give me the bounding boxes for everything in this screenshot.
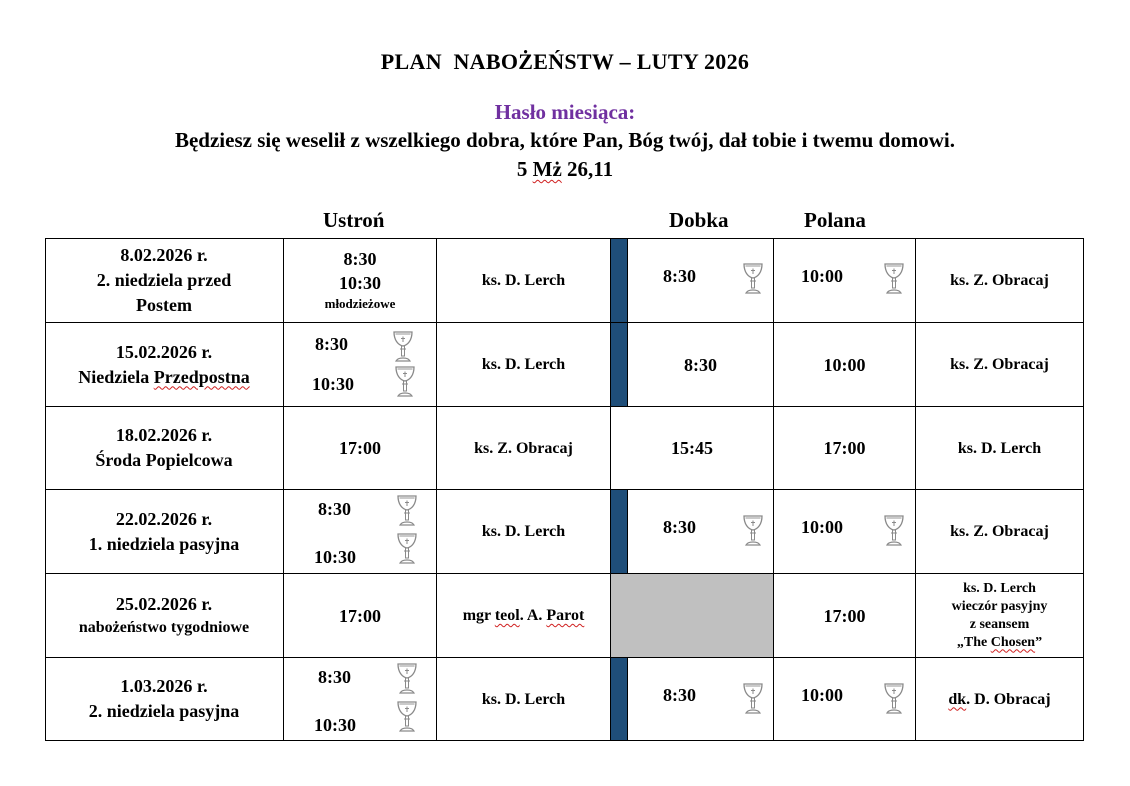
row-name: 2. niedziela przed Postem — [96, 269, 232, 315]
chalice-icon — [394, 365, 416, 399]
ustron-time-1: 8:30 — [315, 334, 348, 354]
ustron-person: ks. D. Lerch — [481, 356, 566, 373]
table-row-date — [45, 658, 284, 741]
polana-time-cell — [774, 238, 916, 323]
row-date: 25.02.2026 r. — [115, 594, 213, 614]
ustron-person: ks. D. Lerch — [481, 523, 566, 540]
chalice-icon — [396, 494, 418, 528]
dobka-time-cell — [628, 323, 774, 407]
polana-time-cell — [774, 323, 916, 407]
polana-person: ks. Z. Obracaj — [950, 523, 1049, 540]
note-line-1: ks. D. Lerch — [963, 580, 1036, 596]
polana-time: 17:00 — [823, 438, 866, 458]
motto-text: Będziesz się weselił z wszelkiego dobra, które Pan, Bóg twój, dał tobie i twemu domowi. — [174, 128, 956, 152]
polana-person: ks. Z. Obracaj — [950, 356, 1049, 373]
film-pre: „The — [956, 634, 991, 650]
ref-post: 26,11 — [561, 157, 614, 181]
dobka-time: 8:30 — [663, 517, 696, 537]
ustron-note: młodzieżowe — [324, 296, 396, 311]
row-name: nabożeństwo tygodniowe — [78, 619, 250, 636]
column-divider — [611, 490, 628, 574]
polana-time: 10:00 — [801, 685, 843, 705]
ustron-times-cell — [284, 490, 437, 574]
polana-time: 10:00 — [823, 354, 866, 375]
polana-time: 10:00 — [801, 517, 843, 537]
column-divider — [611, 238, 628, 323]
film-word: Chosen — [990, 634, 1036, 650]
ustron-time-2: 10:30 — [314, 715, 356, 735]
table-row-date — [45, 407, 284, 490]
row-date: 22.02.2026 r. — [115, 508, 213, 529]
ustron-person: ks. D. Lerch — [481, 271, 566, 289]
chalice-icon — [883, 514, 905, 548]
dobka-time: 8:30 — [663, 685, 696, 705]
chalice-icon — [883, 262, 905, 296]
header-dobka: Dobka — [669, 208, 729, 232]
ustron-times-cell — [284, 658, 437, 741]
header-polana: Polana — [804, 208, 866, 232]
schedule-table — [45, 238, 1084, 741]
ustron-time-2: 10:30 — [339, 273, 381, 293]
ustron-times-cell — [284, 323, 437, 407]
row-date: 18.02.2026 r. — [115, 425, 213, 445]
chalice-icon — [742, 682, 764, 716]
person-surname: Parot — [546, 607, 585, 624]
table-row-date — [45, 490, 284, 574]
chalice-icon — [396, 532, 418, 566]
dobka-time: 8:30 — [684, 354, 717, 375]
ustron-times-cell — [284, 574, 437, 658]
dobka-time: 15:45 — [671, 438, 713, 458]
person-pre: mgr — [462, 607, 495, 624]
polana-time-cell — [774, 490, 916, 574]
chalice-icon — [396, 700, 418, 734]
person-title: teol — [494, 607, 520, 624]
chalice-icon — [883, 682, 905, 716]
person-mid: . A. — [519, 607, 547, 624]
ustron-person-cell — [437, 490, 611, 574]
polana-person: ks. D. Lerch — [957, 439, 1042, 457]
ustron-person-cell — [437, 658, 611, 741]
dobka-time-cell — [628, 238, 774, 323]
person-rest: . D. Obracaj — [966, 690, 1051, 708]
row-date: 8.02.2026 r. — [120, 244, 208, 265]
film-post: ” — [1035, 634, 1043, 650]
row-name: 1. niedziela pasyjna — [88, 533, 240, 554]
ustron-person-cell — [437, 323, 611, 407]
polana-person: ks. Z. Obracaj — [950, 271, 1049, 289]
row-name: Środa Popielcowa — [95, 450, 233, 470]
ustron-person-cell — [437, 238, 611, 323]
ustron-person: ks. D. Lerch — [481, 690, 566, 708]
ustron-person — [463, 606, 585, 625]
note-line-3: z seansem — [969, 616, 1030, 632]
ref-pre: 5 — [516, 157, 533, 181]
motto-reference — [0, 157, 1130, 182]
page-title: PLAN NABOŻEŃSTW – LUTY 2026 — [380, 49, 750, 74]
ustron-time-1: 8:30 — [343, 249, 377, 269]
ustron-times-cell — [284, 407, 437, 490]
dobka-time-cell — [611, 407, 774, 490]
polana-person-cell — [916, 238, 1084, 323]
ustron-time-2: 10:30 — [314, 547, 356, 567]
chalice-icon — [396, 662, 418, 696]
polana-person-cell — [916, 490, 1084, 574]
ustron-time-1: 8:30 — [318, 499, 351, 519]
table-row-date — [45, 574, 284, 658]
person-title: dk — [948, 690, 967, 708]
polana-time-cell — [774, 407, 916, 490]
dobka-empty-cell — [611, 574, 774, 658]
chalice-icon — [742, 262, 764, 296]
polana-person — [948, 690, 1050, 709]
polana-person-cell — [916, 407, 1084, 490]
ustron-person-cell — [437, 407, 611, 490]
dobka-time-cell — [628, 658, 774, 741]
polana-time-cell — [774, 658, 916, 741]
ustron-time: 17:00 — [339, 438, 381, 458]
table-row-date — [45, 323, 284, 407]
note-line-2: wieczór pasyjny — [951, 598, 1048, 614]
polana-time-cell — [774, 574, 916, 658]
ustron-time: 17:00 — [339, 605, 381, 626]
row-name: 2. niedziela pasyjna — [88, 701, 240, 721]
polana-note-cell — [916, 574, 1084, 658]
ref-book: Mż — [532, 157, 562, 181]
column-divider — [611, 658, 628, 741]
motto-label: Hasło miesiąca: — [494, 100, 636, 124]
table-row-date — [45, 238, 284, 323]
ustron-time-1: 8:30 — [318, 667, 351, 687]
polana-person-cell — [916, 658, 1084, 741]
chalice-icon — [392, 330, 414, 364]
ustron-person: ks. Z. Obracaj — [474, 439, 573, 457]
chalice-icon — [742, 514, 764, 548]
row-name — [78, 365, 249, 390]
ustron-time-2: 10:30 — [312, 374, 354, 394]
row-date: 15.02.2026 r. — [115, 341, 213, 362]
polana-time: 17:00 — [823, 605, 866, 626]
header-ustron: Ustroń — [323, 208, 385, 232]
dobka-time-cell — [628, 490, 774, 574]
polana-person-cell — [916, 323, 1084, 407]
row-name-pre: Niedziela — [78, 366, 154, 387]
ustron-person-cell — [437, 574, 611, 658]
dobka-time: 8:30 — [663, 266, 696, 286]
row-date: 1.03.2026 r. — [120, 676, 208, 696]
column-divider — [611, 323, 628, 407]
ustron-times-cell — [284, 238, 437, 323]
row-name-spell: Przedpostna — [153, 366, 250, 387]
polana-time: 10:00 — [801, 266, 843, 286]
note-film-title — [957, 634, 1042, 652]
